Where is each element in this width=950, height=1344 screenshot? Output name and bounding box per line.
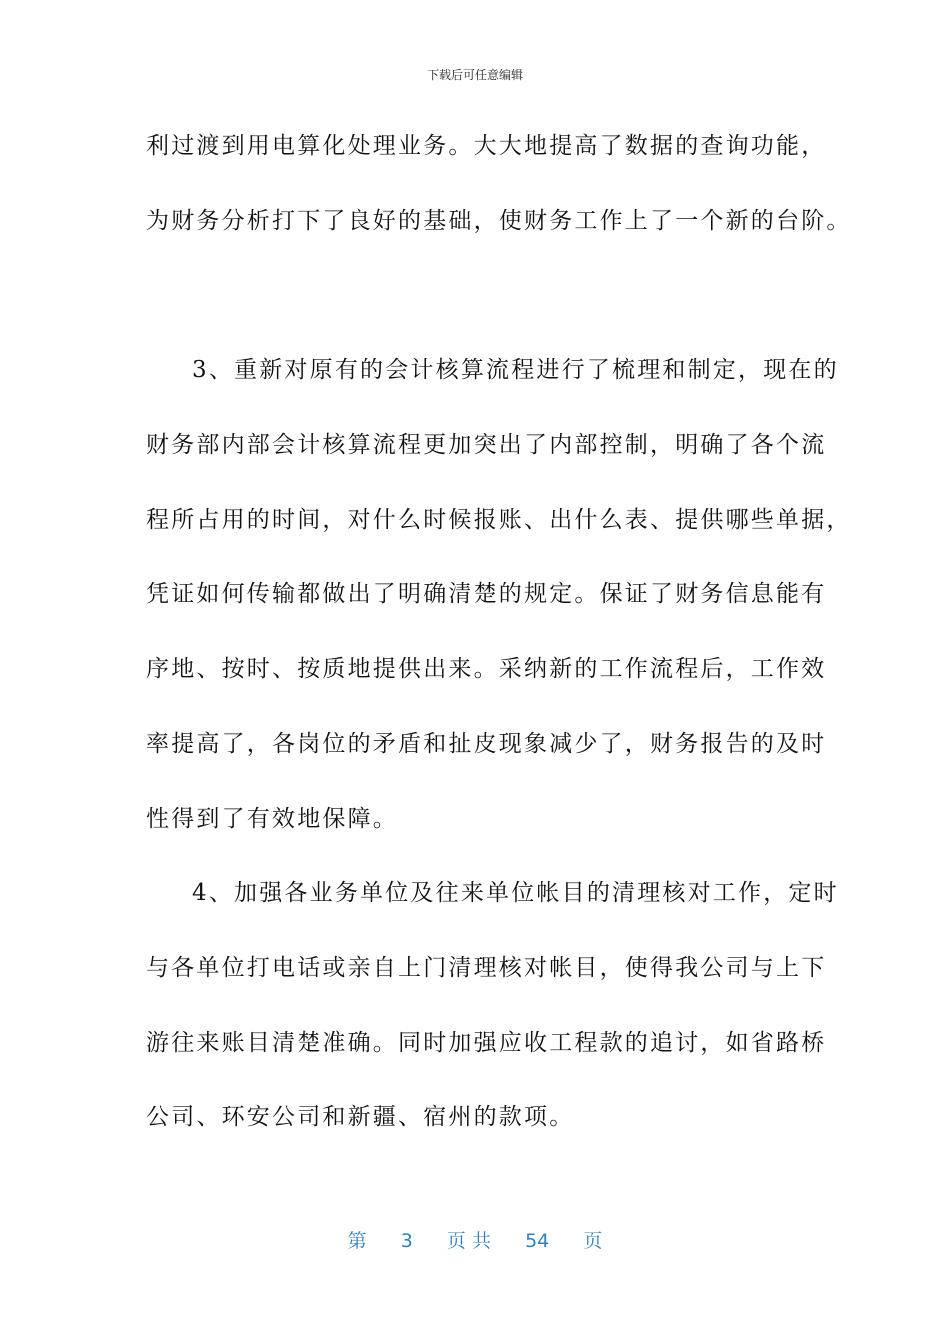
header-note: 下载后可任意编辑 bbox=[426, 68, 523, 82]
paragraph-line: 游往来账目清楚准确。同时加强应收工程款的追讨，如省路桥 bbox=[146, 1030, 827, 1056]
page-number-footer bbox=[0, 1226, 950, 1253]
total-page-count: 54 bbox=[525, 1230, 550, 1252]
current-page-number: 3 bbox=[400, 1230, 413, 1252]
footer-prefix: 第 bbox=[347, 1230, 367, 1252]
footer-middle: 页 共 bbox=[446, 1230, 491, 1252]
paragraph-line: 公司、环安公司和新疆、宿州的款项。 bbox=[146, 1104, 575, 1130]
paragraph-line: 序地、按时、按质地提供出来。采纳新的工作流程后，工作效 bbox=[146, 656, 827, 682]
paragraph-line: 4、加强各业务单位及往来单位帐目的清理核对工作，定时 bbox=[192, 880, 839, 906]
paragraph-line: 为财务分析打下了良好的基础，使财务工作上了一个新的台阶。 bbox=[146, 208, 852, 234]
paragraph-line: 率提高了，各岗位的矛盾和扯皮现象减少了，财务报告的及时 bbox=[146, 731, 827, 757]
paragraph-line: 性得到了有效地保障。 bbox=[146, 806, 398, 832]
footer-suffix: 页 bbox=[583, 1230, 603, 1252]
paragraph-line: 3、重新对原有的会计核算流程进行了梳理和制定，现在的 bbox=[192, 357, 839, 383]
paragraph-line: 与各单位打电话或亲自上门清理核对帐目，使得我公司与上下 bbox=[146, 955, 827, 981]
paragraph-line: 凭证如何传输都做出了明确清楚的规定。保证了财务信息能有 bbox=[146, 581, 827, 607]
paragraph-line: 程所占用的时间，对什么时候报账、出什么表、提供哪些单据， bbox=[146, 507, 852, 533]
paragraph-line: 财务部内部会计核算流程更加突出了内部控制，明确了各个流 bbox=[146, 432, 827, 458]
paragraph-line: 利过渡到用电算化处理业务。大大地提高了数据的查询功能， bbox=[146, 133, 827, 159]
